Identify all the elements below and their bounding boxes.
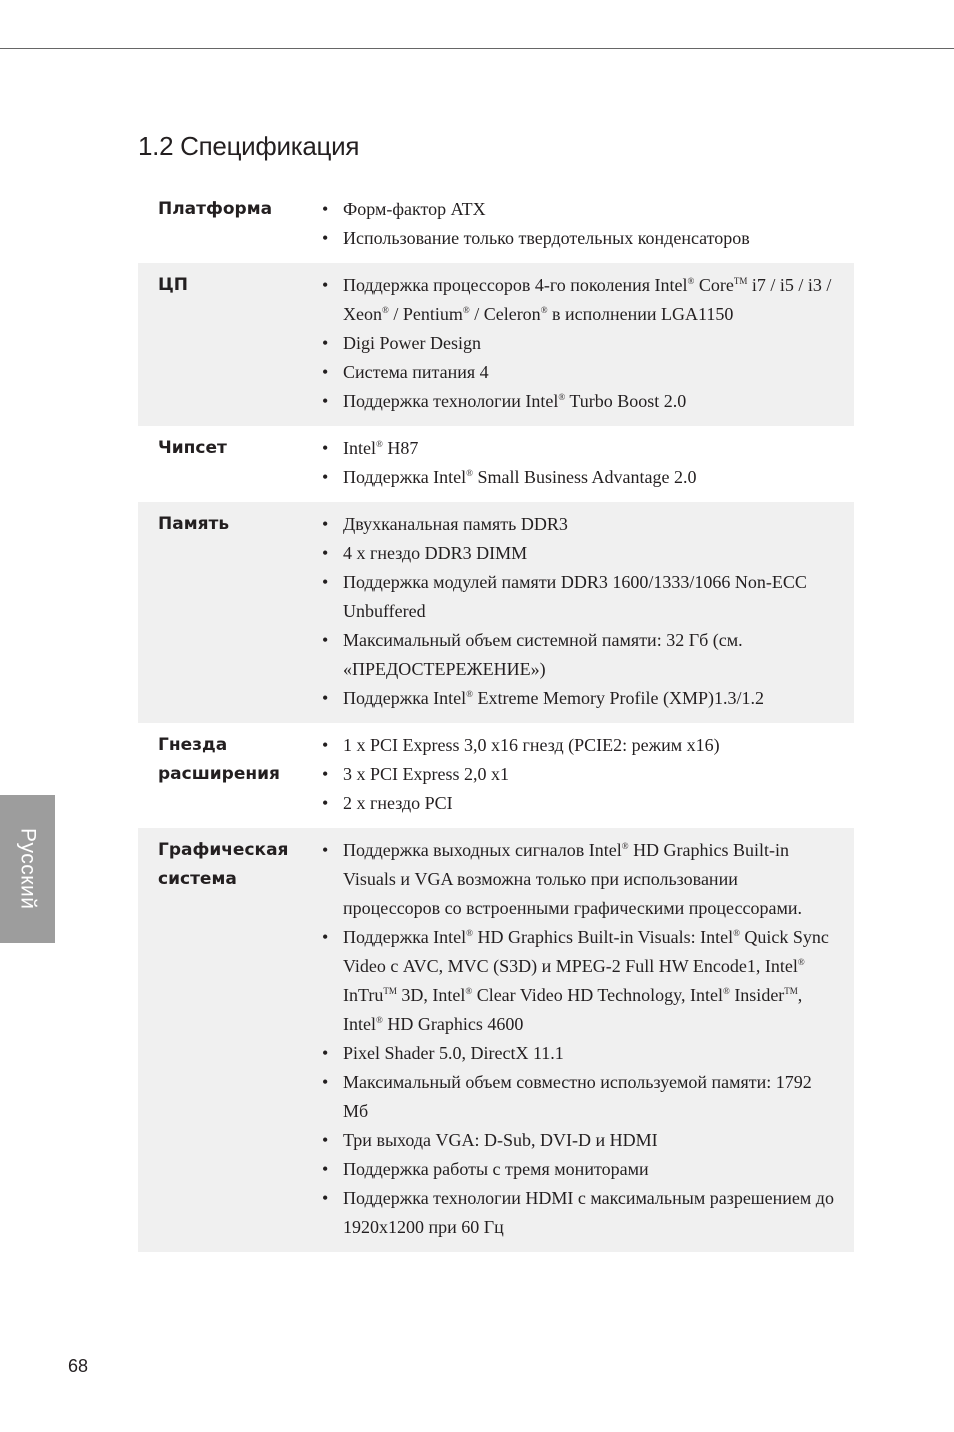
spec-item: • Двухканальная память DDR3	[322, 510, 854, 539]
spec-item: • Поддержка процессоров 4-го поколения Intel® Core™ i7 / i5 / i3 / Xeon® / Pentium® / Celeron® в исполнении LGA1150	[322, 271, 854, 329]
spec-label-platform: Платформа	[158, 199, 273, 219]
spec-row-chipset	[138, 426, 854, 502]
spec-item: • Форм-фактор ATX	[322, 195, 854, 224]
spec-item: • Поддержка технологии HDMI с максимальным разрешением до 1920x1200 при 60 Гц	[322, 1184, 854, 1242]
spec-label-memory: Память	[158, 514, 230, 534]
spec-list-graphics	[322, 836, 854, 1242]
spec-list-chipset	[322, 434, 854, 492]
spec-row-cpu	[138, 263, 854, 426]
language-label: Русский	[16, 828, 40, 910]
spec-item: • Поддержка Intel® Small Business Advantage 2.0	[322, 463, 854, 492]
top-rule	[0, 48, 954, 49]
spec-item: • Intel® H87	[322, 434, 854, 463]
spec-list-expansion	[322, 731, 854, 818]
spec-row-memory	[138, 502, 854, 723]
spec-table	[138, 187, 854, 1252]
spec-label-cpu: ЦП	[158, 275, 188, 295]
spec-item: • Поддержка выходных сигналов Intel® HD Graphics Built-in Visuals и VGA возможна только при использовании процессоров со встроенными графическими процессорами.	[322, 836, 854, 923]
spec-item: • Система питания 4	[322, 358, 854, 387]
spec-item: • Максимальный объем системной памяти: 32 Гб (см. «ПРЕДОСТЕРЕЖЕНИЕ»)	[322, 626, 854, 684]
spec-item: • Поддержка технологии Intel® Turbo Boost 2.0	[322, 387, 854, 416]
spec-list-memory	[322, 510, 854, 713]
spec-item: • Поддержка Intel® Extreme Memory Profile (XMP)1.3/1.2	[322, 684, 854, 713]
spec-label-graphics: Графическая система	[158, 840, 289, 889]
language-side-tab	[0, 795, 55, 943]
spec-item: • Pixel Shader 5.0, DirectX 11.1	[322, 1039, 854, 1068]
spec-label-expansion: Гнезда расширения	[158, 735, 280, 784]
spec-row-graphics	[138, 828, 854, 1252]
spec-list-platform	[322, 195, 854, 253]
spec-item: • 2 x гнездо PCI	[322, 789, 854, 818]
section-title: 1.2 Спецификация	[138, 131, 360, 161]
spec-item: • Поддержка работы с тремя мониторами	[322, 1155, 854, 1184]
spec-item: • Digi Power Design	[322, 329, 854, 358]
spec-item: • Три выхода VGA: D-Sub, DVI-D и HDMI	[322, 1126, 854, 1155]
spec-item: • 1 x PCI Express 3,0 x16 гнезд (PCIE2: режим x16)	[322, 731, 854, 760]
spec-item: • Использование только твердотельных конденсаторов	[322, 224, 854, 253]
spec-item: • Поддержка Intel® HD Graphics Built-in Visuals: Intel® Quick Sync Video с AVC, MVC (S3D) и MPEG-2 Full HW Encode1, Intel® InTru™ 3D, Intel® Clear Video HD Technology, Intel® Insider™, Intel® HD Graphics 4600	[322, 923, 854, 1039]
spec-row-platform	[138, 187, 854, 263]
page-number: 68	[68, 1356, 89, 1376]
spec-item: • 3 x PCI Express 2,0 x1	[322, 760, 854, 789]
spec-item: • 4 x гнездо DDR3 DIMM	[322, 539, 854, 568]
spec-row-expansion	[138, 723, 854, 828]
spec-list-cpu	[322, 271, 854, 416]
spec-item: • Максимальный объем совместно используемой памяти: 1792 Мб	[322, 1068, 854, 1126]
spec-item: • Поддержка модулей памяти DDR3 1600/1333/1066 Non-ECC Unbuffered	[322, 568, 854, 626]
spec-label-chipset: Чипсет	[158, 438, 227, 458]
